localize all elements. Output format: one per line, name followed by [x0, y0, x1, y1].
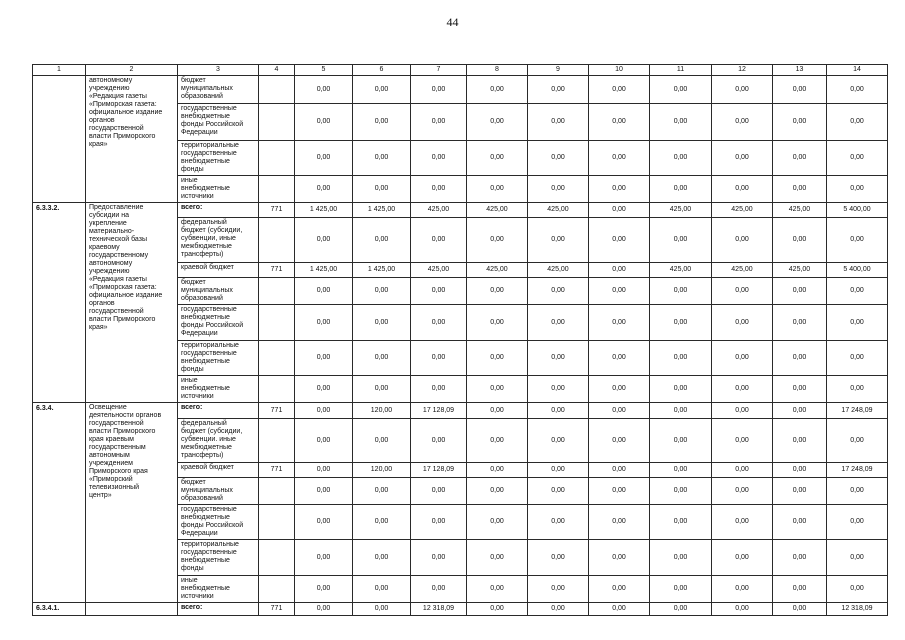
amount-cell: 0,00: [589, 305, 650, 341]
grbs-code: [259, 218, 295, 263]
amount-cell: 0,00: [650, 376, 712, 403]
amount-cell: 0,00: [411, 305, 467, 341]
grbs-code: [259, 278, 295, 305]
column-header: 7: [411, 65, 467, 76]
amount-cell: 0,00: [650, 463, 712, 478]
amount-cell: 0,00: [712, 305, 773, 341]
amount-cell: 0,00: [589, 76, 650, 104]
column-header: 1: [33, 65, 86, 76]
amount-cell: 0,00: [827, 104, 888, 141]
amount-cell: 0,00: [295, 540, 353, 576]
amount-cell: 0,00: [467, 341, 528, 376]
column-header: 12: [712, 65, 773, 76]
column-header: 13: [773, 65, 827, 76]
grbs-code: [259, 505, 295, 540]
amount-cell: 0,00: [411, 278, 467, 305]
table-row: [33, 76, 888, 104]
column-header: 10: [589, 65, 650, 76]
funding-source-label: бюджет муниципальных образований: [178, 76, 259, 104]
amount-cell: 425,00: [650, 203, 712, 218]
amount-cell: 425,00: [773, 263, 827, 278]
amount-cell: 0,00: [295, 376, 353, 403]
amount-cell: 0,00: [589, 419, 650, 463]
amount-cell: 0,00: [827, 305, 888, 341]
grbs-code: 771: [259, 263, 295, 278]
amount-cell: 0,00: [589, 278, 650, 305]
amount-cell: 0,00: [589, 478, 650, 505]
amount-cell: 0,00: [712, 505, 773, 540]
funding-source-label: бюджет муниципальных образований: [178, 278, 259, 305]
amount-cell: 425,00: [467, 203, 528, 218]
amount-cell: 0,00: [467, 540, 528, 576]
amount-cell: 0,00: [295, 403, 353, 419]
section-title: [86, 603, 178, 616]
amount-cell: 0,00: [650, 141, 712, 176]
amount-cell: 425,00: [411, 263, 467, 278]
amount-cell: 1 425,00: [295, 263, 353, 278]
amount-cell: 425,00: [712, 203, 773, 218]
amount-cell: 0,00: [827, 419, 888, 463]
amount-cell: 0,00: [467, 218, 528, 263]
table-row: [33, 403, 888, 419]
amount-cell: 0,00: [295, 419, 353, 463]
amount-cell: 0,00: [467, 603, 528, 616]
amount-cell: 0,00: [650, 505, 712, 540]
amount-cell: 0,00: [467, 76, 528, 104]
budget-table: [32, 64, 888, 616]
amount-cell: 17 248,09: [827, 463, 888, 478]
grbs-code: [259, 478, 295, 505]
amount-cell: 0,00: [773, 76, 827, 104]
amount-cell: 0,00: [353, 419, 411, 463]
amount-cell: 0,00: [827, 218, 888, 263]
amount-cell: 0,00: [650, 176, 712, 203]
amount-cell: 0,00: [528, 141, 589, 176]
column-header: 6: [353, 65, 411, 76]
amount-cell: 0,00: [589, 540, 650, 576]
amount-cell: 0,00: [353, 278, 411, 305]
amount-cell: 0,00: [773, 141, 827, 176]
amount-cell: 0,00: [411, 540, 467, 576]
column-header: 5: [295, 65, 353, 76]
amount-cell: 0,00: [773, 603, 827, 616]
amount-cell: 0,00: [827, 478, 888, 505]
funding-source-label: краевой бюджет: [178, 263, 259, 278]
amount-cell: 0,00: [467, 376, 528, 403]
amount-cell: 425,00: [411, 203, 467, 218]
column-header: 9: [528, 65, 589, 76]
amount-cell: 0,00: [650, 104, 712, 141]
grbs-code: [259, 141, 295, 176]
amount-cell: 0,00: [353, 376, 411, 403]
funding-source-label: федеральный бюджет (субсидии, субвенции, иные межбюджетные трансферты): [178, 218, 259, 263]
amount-cell: 0,00: [650, 419, 712, 463]
amount-cell: 0,00: [589, 218, 650, 263]
column-header: 14: [827, 65, 888, 76]
amount-cell: 0,00: [650, 278, 712, 305]
column-header: 3: [178, 65, 259, 76]
amount-cell: 0,00: [528, 478, 589, 505]
amount-cell: 0,00: [827, 141, 888, 176]
amount-cell: 0,00: [528, 403, 589, 419]
amount-cell: 0,00: [827, 505, 888, 540]
grbs-code: [259, 576, 295, 603]
amount-cell: 0,00: [528, 540, 589, 576]
amount-cell: 0,00: [650, 341, 712, 376]
amount-cell: 0,00: [411, 341, 467, 376]
amount-cell: 0,00: [467, 463, 528, 478]
amount-cell: 0,00: [650, 76, 712, 104]
funding-source-label: краевой бюджет: [178, 463, 259, 478]
amount-cell: 0,00: [467, 305, 528, 341]
amount-cell: 0,00: [827, 576, 888, 603]
amount-cell: 0,00: [528, 376, 589, 403]
funding-source-label: всего:: [178, 603, 259, 616]
amount-cell: 5 400,00: [827, 263, 888, 278]
amount-cell: 0,00: [411, 104, 467, 141]
amount-cell: 0,00: [528, 576, 589, 603]
amount-cell: 0,00: [528, 278, 589, 305]
amount-cell: 0,00: [589, 141, 650, 176]
amount-cell: 0,00: [712, 603, 773, 616]
amount-cell: 0,00: [411, 76, 467, 104]
amount-cell: 0,00: [712, 176, 773, 203]
amount-cell: 0,00: [773, 463, 827, 478]
funding-source-label: государственные внебюджетные фонды Российской Федерации: [178, 505, 259, 540]
amount-cell: 425,00: [528, 203, 589, 218]
grbs-code: 771: [259, 463, 295, 478]
table-row: [33, 203, 888, 218]
amount-cell: 0,00: [528, 505, 589, 540]
amount-cell: 0,00: [712, 403, 773, 419]
amount-cell: 0,00: [295, 478, 353, 505]
amount-cell: 0,00: [712, 376, 773, 403]
amount-cell: 0,00: [773, 419, 827, 463]
amount-cell: 0,00: [773, 505, 827, 540]
amount-cell: 0,00: [827, 540, 888, 576]
amount-cell: 0,00: [773, 403, 827, 419]
amount-cell: 0,00: [411, 419, 467, 463]
amount-cell: 0,00: [467, 478, 528, 505]
amount-cell: 0,00: [650, 576, 712, 603]
amount-cell: 0,00: [295, 305, 353, 341]
amount-cell: 0,00: [712, 341, 773, 376]
amount-cell: 0,00: [411, 505, 467, 540]
amount-cell: 0,00: [712, 419, 773, 463]
amount-cell: 12 318,09: [827, 603, 888, 616]
funding-source-label: территориальные государственные внебюджетные фонды: [178, 540, 259, 576]
amount-cell: 0,00: [353, 141, 411, 176]
amount-cell: 0,00: [295, 176, 353, 203]
amount-cell: 0,00: [295, 141, 353, 176]
amount-cell: 0,00: [589, 104, 650, 141]
amount-cell: 0,00: [773, 540, 827, 576]
amount-cell: 0,00: [353, 176, 411, 203]
amount-cell: 0,00: [773, 376, 827, 403]
amount-cell: 0,00: [712, 104, 773, 141]
amount-cell: 425,00: [773, 203, 827, 218]
amount-cell: 0,00: [712, 576, 773, 603]
amount-cell: 17 248,09: [827, 403, 888, 419]
amount-cell: 0,00: [589, 263, 650, 278]
amount-cell: 0,00: [773, 218, 827, 263]
column-header: 11: [650, 65, 712, 76]
amount-cell: 0,00: [411, 478, 467, 505]
grbs-code: 771: [259, 603, 295, 616]
amount-cell: 0,00: [411, 218, 467, 263]
amount-cell: 0,00: [827, 376, 888, 403]
amount-cell: 0,00: [528, 341, 589, 376]
amount-cell: 0,00: [528, 305, 589, 341]
section-number: 6.3.4.1.: [33, 603, 86, 616]
amount-cell: 0,00: [528, 104, 589, 141]
amount-cell: 120,00: [353, 463, 411, 478]
funding-source-label: территориальные государственные внебюджетные фонды: [178, 341, 259, 376]
amount-cell: 0,00: [295, 505, 353, 540]
section-number: 6.3.3.2.: [33, 203, 86, 403]
amount-cell: 0,00: [773, 104, 827, 141]
funding-source-label: иные внебюджетные источники: [178, 576, 259, 603]
amount-cell: 0,00: [827, 278, 888, 305]
amount-cell: 0,00: [773, 305, 827, 341]
amount-cell: 0,00: [528, 419, 589, 463]
amount-cell: 0,00: [353, 218, 411, 263]
amount-cell: 0,00: [295, 104, 353, 141]
amount-cell: 0,00: [773, 176, 827, 203]
amount-cell: 0,00: [827, 76, 888, 104]
grbs-code: [259, 341, 295, 376]
amount-cell: 0,00: [650, 218, 712, 263]
amount-cell: 0,00: [773, 341, 827, 376]
amount-cell: 425,00: [650, 263, 712, 278]
section-title: Освещение деятельности органов государственной власти Приморского края краевым государственным автономным учреждением Приморского края «Приморский телевизионный центр»: [86, 403, 178, 603]
amount-cell: 0,00: [589, 203, 650, 218]
grbs-code: 771: [259, 203, 295, 218]
amount-cell: 0,00: [589, 403, 650, 419]
section-number: [33, 76, 86, 203]
amount-cell: 0,00: [353, 341, 411, 376]
page-number: 44: [446, 15, 459, 29]
amount-cell: 0,00: [353, 576, 411, 603]
amount-cell: 5 400,00: [827, 203, 888, 218]
amount-cell: 17 128,09: [411, 463, 467, 478]
amount-cell: 0,00: [353, 305, 411, 341]
amount-cell: 0,00: [650, 540, 712, 576]
amount-cell: 425,00: [528, 263, 589, 278]
section-number: 6.3.4.: [33, 403, 86, 603]
amount-cell: 0,00: [295, 603, 353, 616]
amount-cell: 0,00: [353, 540, 411, 576]
amount-cell: 0,00: [712, 540, 773, 576]
amount-cell: 0,00: [411, 176, 467, 203]
amount-cell: 0,00: [827, 176, 888, 203]
amount-cell: 1 425,00: [353, 203, 411, 218]
amount-cell: 0,00: [411, 141, 467, 176]
column-header: 8: [467, 65, 528, 76]
funding-source-label: всего:: [178, 403, 259, 419]
amount-cell: 0,00: [589, 376, 650, 403]
table-body: [33, 76, 888, 616]
amount-cell: 0,00: [827, 341, 888, 376]
amount-cell: 0,00: [295, 341, 353, 376]
grbs-code: [259, 419, 295, 463]
amount-cell: 0,00: [353, 104, 411, 141]
amount-cell: 0,00: [528, 603, 589, 616]
funding-source-label: федеральный бюджет (субсидии, субвенции. иные межбюджетные трансферты): [178, 419, 259, 463]
amount-cell: 0,00: [589, 603, 650, 616]
header-row: [33, 65, 888, 76]
amount-cell: 1 425,00: [353, 263, 411, 278]
amount-cell: 0,00: [773, 278, 827, 305]
grbs-code: 771: [259, 403, 295, 419]
amount-cell: 0,00: [353, 478, 411, 505]
amount-cell: 0,00: [467, 141, 528, 176]
amount-cell: 0,00: [295, 576, 353, 603]
amount-cell: 425,00: [712, 263, 773, 278]
grbs-code: [259, 540, 295, 576]
funding-source-label: территориальные государственные внебюджетные фонды: [178, 141, 259, 176]
amount-cell: 0,00: [467, 278, 528, 305]
amount-cell: 0,00: [589, 176, 650, 203]
column-header: 4: [259, 65, 295, 76]
amount-cell: 0,00: [528, 176, 589, 203]
amount-cell: 17 128,09: [411, 403, 467, 419]
funding-source-label: иные внебюджетные источники: [178, 176, 259, 203]
amount-cell: 0,00: [773, 478, 827, 505]
amount-cell: 0,00: [650, 603, 712, 616]
section-title: автономному учреждению «Редакция газеты «Приморская газета: официальное издание органов государственной власти Приморского края»: [86, 76, 178, 203]
amount-cell: 0,00: [295, 278, 353, 305]
amount-cell: 0,00: [528, 218, 589, 263]
amount-cell: 0,00: [528, 463, 589, 478]
amount-cell: 0,00: [467, 104, 528, 141]
grbs-code: [259, 76, 295, 104]
amount-cell: 0,00: [295, 218, 353, 263]
grbs-code: [259, 305, 295, 341]
amount-cell: 0,00: [712, 278, 773, 305]
amount-cell: 0,00: [467, 419, 528, 463]
amount-cell: 0,00: [650, 305, 712, 341]
amount-cell: 120,00: [353, 403, 411, 419]
funding-source-label: государственные внебюджетные фонды Российской Федерации: [178, 305, 259, 341]
amount-cell: 425,00: [467, 263, 528, 278]
amount-cell: 0,00: [650, 478, 712, 505]
grbs-code: [259, 376, 295, 403]
funding-source-label: иные внебюджетные источники: [178, 376, 259, 403]
amount-cell: 0,00: [467, 403, 528, 419]
grbs-code: [259, 176, 295, 203]
table-row: [33, 603, 888, 616]
amount-cell: 0,00: [589, 505, 650, 540]
amount-cell: 0,00: [712, 218, 773, 263]
amount-cell: 0,00: [353, 505, 411, 540]
amount-cell: 0,00: [650, 403, 712, 419]
amount-cell: 0,00: [589, 576, 650, 603]
amount-cell: 0,00: [411, 576, 467, 603]
amount-cell: 0,00: [467, 576, 528, 603]
amount-cell: 1 425,00: [295, 203, 353, 218]
amount-cell: 12 318,09: [411, 603, 467, 616]
funding-source-label: всего:: [178, 203, 259, 218]
amount-cell: 0,00: [295, 463, 353, 478]
amount-cell: 0,00: [353, 603, 411, 616]
column-header: 2: [86, 65, 178, 76]
amount-cell: 0,00: [589, 341, 650, 376]
amount-cell: 0,00: [528, 76, 589, 104]
amount-cell: 0,00: [712, 141, 773, 176]
funding-source-label: бюджет муниципальных образований: [178, 478, 259, 505]
grbs-code: [259, 104, 295, 141]
amount-cell: 0,00: [712, 478, 773, 505]
amount-cell: 0,00: [353, 76, 411, 104]
amount-cell: 0,00: [295, 76, 353, 104]
amount-cell: 0,00: [712, 463, 773, 478]
amount-cell: 0,00: [589, 463, 650, 478]
amount-cell: 0,00: [467, 176, 528, 203]
amount-cell: 0,00: [773, 576, 827, 603]
funding-source-label: государственные внебюджетные фонды Российской Федерации: [178, 104, 259, 141]
amount-cell: 0,00: [712, 76, 773, 104]
amount-cell: 0,00: [467, 505, 528, 540]
section-title: Предоставление субсидии на укрепление материально-технической базы краевому государственному автономному учреждению «Редакция газеты «Приморская газета: официальное издание органов государственной власти Приморского края»: [86, 203, 178, 403]
amount-cell: 0,00: [411, 376, 467, 403]
